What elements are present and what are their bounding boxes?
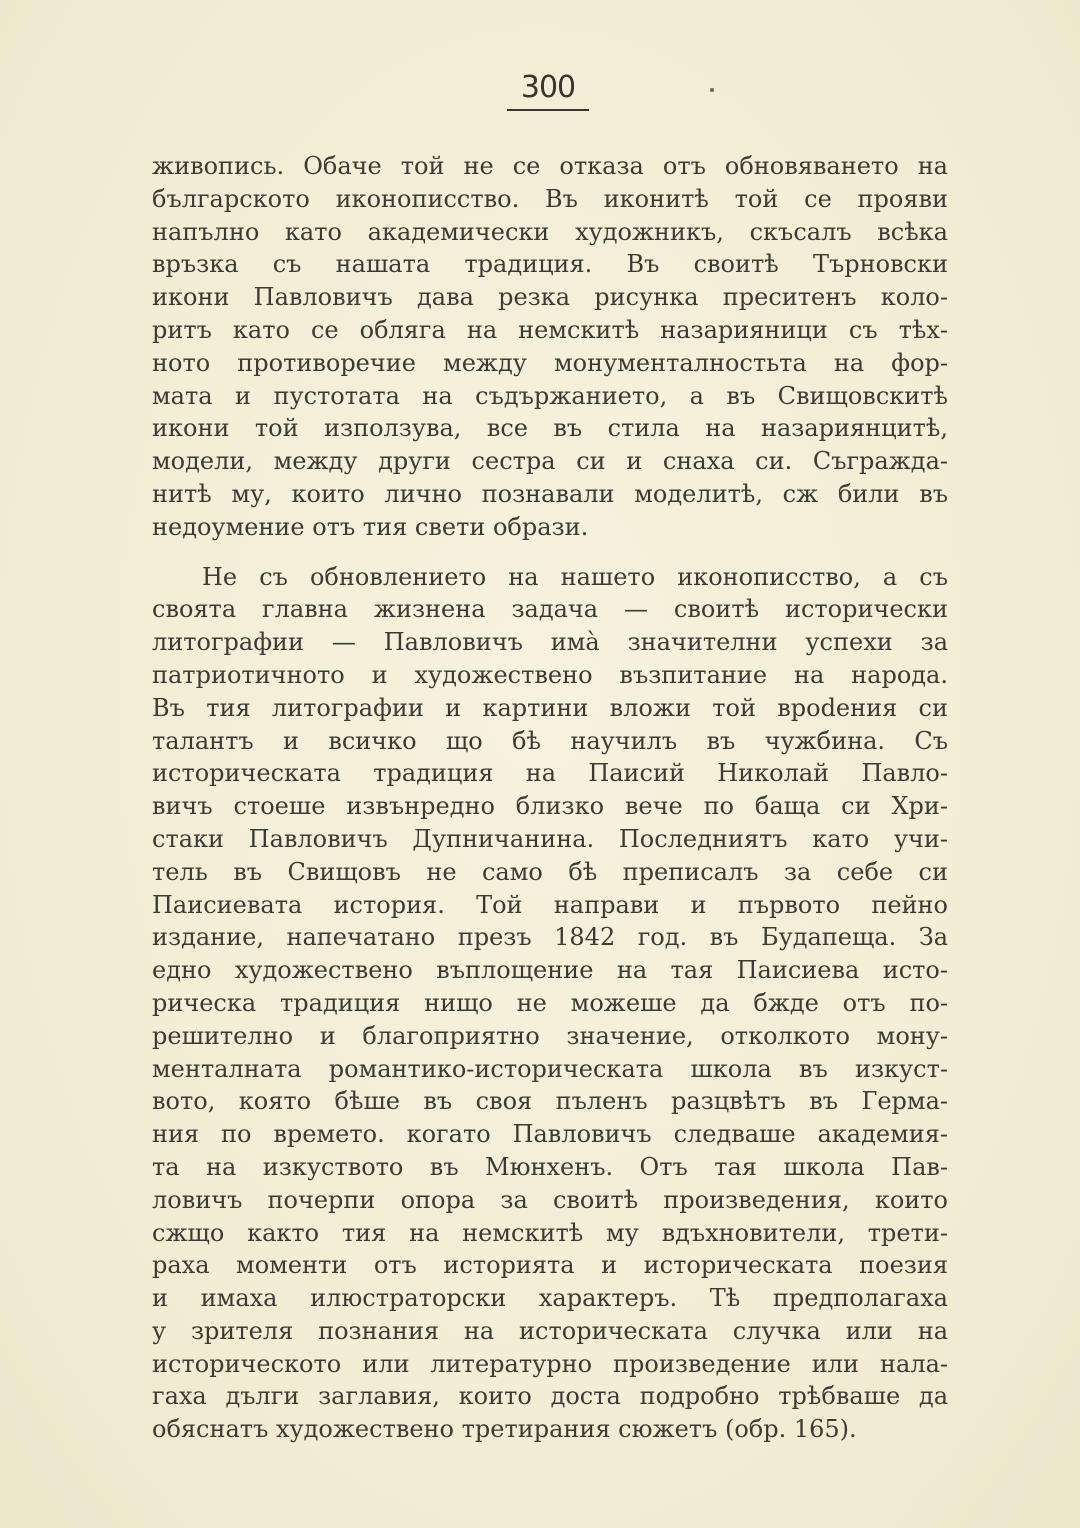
text-line: икони Павловичъ дава резка рисунка преситенъ коло- [152,283,948,312]
text-line: тель въ Свищовъ не само бѣ преписалъ за себе си [152,857,948,886]
text-line: сжщо както тия на немскитѣ му вдъхновители, трети- [152,1218,948,1247]
body-text [152,150,948,1446]
text-line: българското иконописство. Въ иконитѣ той се прояви [152,184,948,213]
text-line: литографии — Павловичъ имà значителни успехи за [152,628,948,657]
print-speck [710,88,714,92]
text-line: своята главна жизнена задача — своитѣ исторически [152,595,948,624]
paragraph-1 [152,150,948,544]
paragraph-gap [152,544,948,561]
text-line: модели, между други сестра си и снаха си. Съгражда- [152,447,948,476]
text-line: напълно като академически художникъ, скъсалъ всѣка [152,217,948,246]
text-line: решително и благоприятно значение, отколкото мону- [152,1021,948,1050]
text-line: едно художествено въплощение на тая Паисиева исто- [152,956,948,985]
text-line: талантъ и всичко що бѣ научилъ въ чужбина. Съ [152,726,948,755]
text-line: ното противоречие между монументалностьта на фор- [152,348,948,377]
text-line: мата и пустотата на съдържанието, а въ Свищовскитѣ [152,381,948,410]
text-line: издание, напечатано презъ 1842 год. въ Будапеща. За [152,923,948,952]
text-line: та на изкуството въ Мюнхенъ. Отъ тая школа Пав- [152,1152,948,1181]
text-line: ритъ като се обляга на немскитѣ назарияници съ тѣх- [152,315,948,344]
text-line: обяснатъ художествено третирания сюжетъ (обр. 165). [152,1415,857,1444]
page-number: 300 [520,70,576,105]
text-line: менталната романтико-историческата школа въ изкуст- [152,1054,948,1083]
paragraph-2 [152,561,948,1447]
text-line: у зрителя познания на историческата случка или на [152,1316,948,1345]
text-line: недоумение отъ тия свети образи. [152,512,589,541]
text-line: вичъ стоеше извънредно близко вече по баща си Хри- [152,792,948,821]
text-line: историческото или литературно произведение или нала- [152,1349,948,1378]
text-line: Въ тия литографии и картини вложи той врodения си [152,693,948,722]
text-line: и имаха илюстраторски характеръ. Тѣ предполагаха [152,1284,948,1313]
text-line: историческата традиция на Паисий Николай Павло- [152,759,948,788]
text-line: Не съ обновлението на нашето иконописство, а съ [202,562,948,591]
text-line: вото, която бѣше въ своя пъленъ разцвѣтъ въ Герма- [152,1087,948,1116]
text-line: икони той използува, все въ стила на назариянцитѣ, [152,414,948,443]
text-line: живопись. Обаче той не се отказа отъ обновяването на [152,152,948,180]
text-line: раха моменти отъ историята и историческата поезия [152,1251,948,1280]
text-line: Паисиевата история. Той направи и първото пейно [152,890,948,919]
text-line: нитѣ му, които лично познавали моделитѣ, сж били въ [152,479,948,508]
text-line: рическа традиция нищо не можеше да бжде отъ по- [152,988,948,1017]
text-line: патриотичното и художествено възпитание на народа. [152,660,948,689]
text-line: ловичъ почерпи опора за своитѣ произведения, които [152,1185,948,1214]
text-line: ния по времето. когато Павловичъ следваше академия- [152,1120,948,1149]
text-line: връзка съ нашата традиция. Въ своитѣ Търновски [152,250,948,279]
text-line: гаха дълги заглавия, които доста подробно трѣбваше да [152,1382,948,1411]
text-line: стаки Павловичъ Дупничанина. Последниятъ като учи- [152,824,948,853]
page-number-underline [507,109,589,111]
